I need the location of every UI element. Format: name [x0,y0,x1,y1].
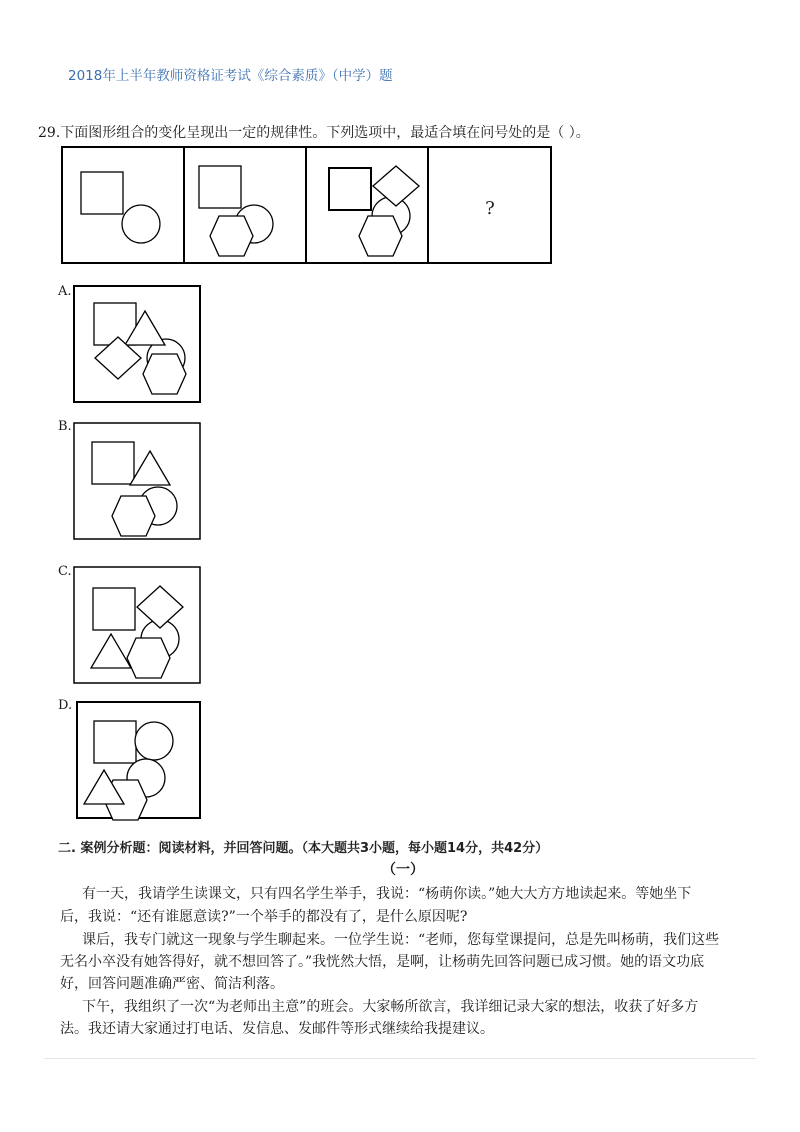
option-d-label[interactable]: D. [58,698,73,713]
sequence-cell-2 [199,166,273,256]
paragraph-line: 法。我还请大家通过打电话、发信息、发邮件等形式继续给我提建议。 [60,1021,494,1037]
option-d-figure[interactable] [76,701,204,819]
sequence-cell-1 [81,172,160,243]
hexagon-shape [112,496,155,536]
diamond-shape [137,586,183,628]
case-number: （一） [382,862,424,878]
footer-divider [44,1058,756,1059]
option-c-label[interactable]: C. [58,564,72,579]
option-b-figure[interactable] [73,422,201,540]
hexagon-shape [210,216,253,256]
triangle-shape [91,634,131,668]
square-shape [94,721,136,763]
question-text: 29.下面图形组合的变化呈现出一定的规律性。下列选项中，最适合填在问号处的是（ ）。 [38,125,590,141]
hexagon-shape [143,354,186,394]
option-a-figure[interactable] [73,285,201,403]
section-heading: 二. 案例分析题：阅读材料，并回答问题。（本大题共3小题，每小题14分，共42分） [58,841,549,856]
square-shape [329,168,371,210]
circle-shape [135,722,173,760]
document-title: 2018年上半年教师资格证考试《综合素质》（中学）题 [68,68,393,84]
square-shape [93,588,135,630]
hexagon-shape [359,216,402,256]
option-b-label[interactable]: B. [58,419,72,434]
paragraph-line: 下午，我组织了一次“为老师出主意”的班会。大家畅所欲言，我详细记录大家的想法，收获了好多方 [82,999,699,1015]
paragraph-line: 后，我说：“还有谁愿意读?”一个举手的都没有了，是什么原因呢? [60,909,468,925]
option-c-figure[interactable] [73,566,201,684]
square-shape [81,172,123,214]
option-a-label[interactable]: A. [58,284,72,299]
triangle-shape [130,451,170,485]
paragraph-line: 无名小卒没有她答得好，就不想回答了。”我恍然大悟，是啊，让杨萌先回答问题已成习惯。她的语文功底 [60,954,705,970]
figure-sequence [61,146,552,264]
sequence-cell-3 [329,166,419,256]
paragraph-line: 有一天，我请学生读课文，只有四名学生举手，我说：“杨萌你读。”她大大方方地读起来。等她坐下 [82,886,692,902]
paragraph-line: 课后，我专门就这一现象与学生聊起来。一位学生说：“老师，您每堂课提问，总是先叫杨萌，我们这些 [82,932,720,948]
question-mark: ? [485,198,495,219]
hexagon-shape [127,638,170,678]
square-shape [92,442,134,484]
paragraph-line: 好，回答问题准确严密、简洁利落。 [60,976,284,992]
square-shape [199,166,241,208]
circle-shape [122,205,160,243]
